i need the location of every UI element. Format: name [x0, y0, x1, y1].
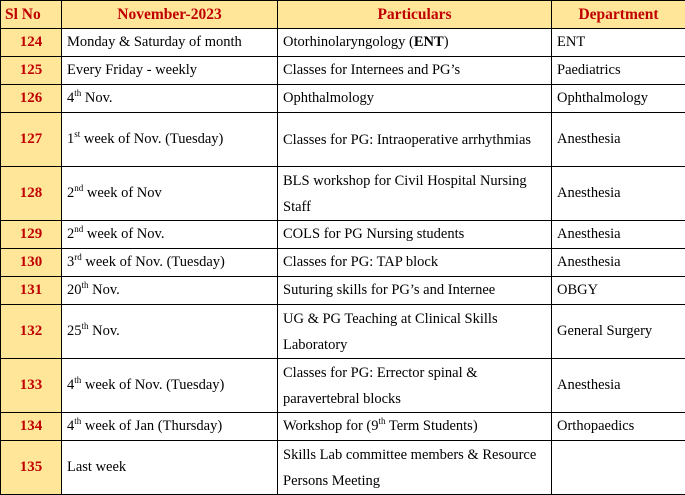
sl-no-cell: 126 — [1, 85, 62, 113]
sl-no-cell: 128 — [1, 167, 62, 221]
sl-no-cell: 127 — [1, 113, 62, 167]
table-row — [1, 29, 685, 57]
department-cell: Paediatrics — [552, 57, 685, 85]
table-row — [1, 113, 685, 167]
department-cell: General Surgery — [552, 305, 685, 359]
department-cell: ENT — [552, 29, 685, 57]
particulars-cell: Workshop for (9th Term Students) — [278, 413, 552, 441]
header-particulars: Particulars — [278, 1, 552, 29]
header-row — [1, 1, 685, 29]
table-row — [1, 441, 685, 495]
sl-no-cell: 135 — [1, 441, 62, 495]
date-cell: 25th Nov. — [62, 305, 278, 359]
sl-no-cell: 124 — [1, 29, 62, 57]
date-cell: Monday & Saturday of month — [62, 29, 278, 57]
department-cell — [552, 441, 685, 495]
department-cell: Anesthesia — [552, 221, 685, 249]
date-cell: 3rd week of Nov. (Tuesday) — [62, 249, 278, 277]
particulars-cell: Skills Lab committee members & Resource Persons Meeting — [278, 441, 552, 495]
table-row — [1, 221, 685, 249]
department-cell: Anesthesia — [552, 249, 685, 277]
table-row — [1, 167, 685, 221]
particulars-cell: COLS for PG Nursing students — [278, 221, 552, 249]
department-cell: Anesthesia — [552, 167, 685, 221]
date-cell: 2nd week of Nov. — [62, 221, 278, 249]
particulars-cell: Classes for PG: Errector spinal & paravertebral blocks — [278, 359, 552, 413]
sl-no-cell: 130 — [1, 249, 62, 277]
particulars-cell: Suturing skills for PG’s and Internee — [278, 277, 552, 305]
sl-no-cell: 129 — [1, 221, 62, 249]
header-sl-no: Sl No — [1, 1, 62, 29]
date-cell: 20th Nov. — [62, 277, 278, 305]
table-row — [1, 85, 685, 113]
sl-no-cell: 134 — [1, 413, 62, 441]
table-row — [1, 277, 685, 305]
department-cell: Orthopaedics — [552, 413, 685, 441]
table-row — [1, 305, 685, 359]
particulars-cell: Otorhinolaryngology (ENT) — [278, 29, 552, 57]
sl-no-cell: 131 — [1, 277, 62, 305]
table-row — [1, 57, 685, 85]
date-cell: 4th week of Jan (Thursday) — [62, 413, 278, 441]
particulars-cell: Classes for PG: TAP block — [278, 249, 552, 277]
date-cell: Every Friday - weekly — [62, 57, 278, 85]
particulars-cell: UG & PG Teaching at Clinical Skills Laboratory — [278, 305, 552, 359]
date-cell: Last week — [62, 441, 278, 495]
header-department: Department — [552, 1, 685, 29]
department-cell: Anesthesia — [552, 113, 685, 167]
particulars-cell: Classes for Internees and PG’s — [278, 57, 552, 85]
particulars-cell: Classes for PG: Intraoperative arrhythmias — [278, 113, 552, 167]
header-month: November-2023 — [62, 1, 278, 29]
date-cell: 2nd week of Nov — [62, 167, 278, 221]
sl-no-cell: 132 — [1, 305, 62, 359]
department-cell: OBGY — [552, 277, 685, 305]
table-row — [1, 249, 685, 277]
date-cell: 4th Nov. — [62, 85, 278, 113]
date-cell: 4th week of Nov. (Tuesday) — [62, 359, 278, 413]
sl-no-cell: 133 — [1, 359, 62, 413]
date-cell: 1st week of Nov. (Tuesday) — [62, 113, 278, 167]
table-row — [1, 413, 685, 441]
department-cell: Anesthesia — [552, 359, 685, 413]
particulars-cell: Ophthalmology — [278, 85, 552, 113]
sl-no-cell: 125 — [1, 57, 62, 85]
table-row — [1, 359, 685, 413]
particulars-cell: BLS workshop for Civil Hospital Nursing Staff — [278, 167, 552, 221]
department-cell: Ophthalmology — [552, 85, 685, 113]
